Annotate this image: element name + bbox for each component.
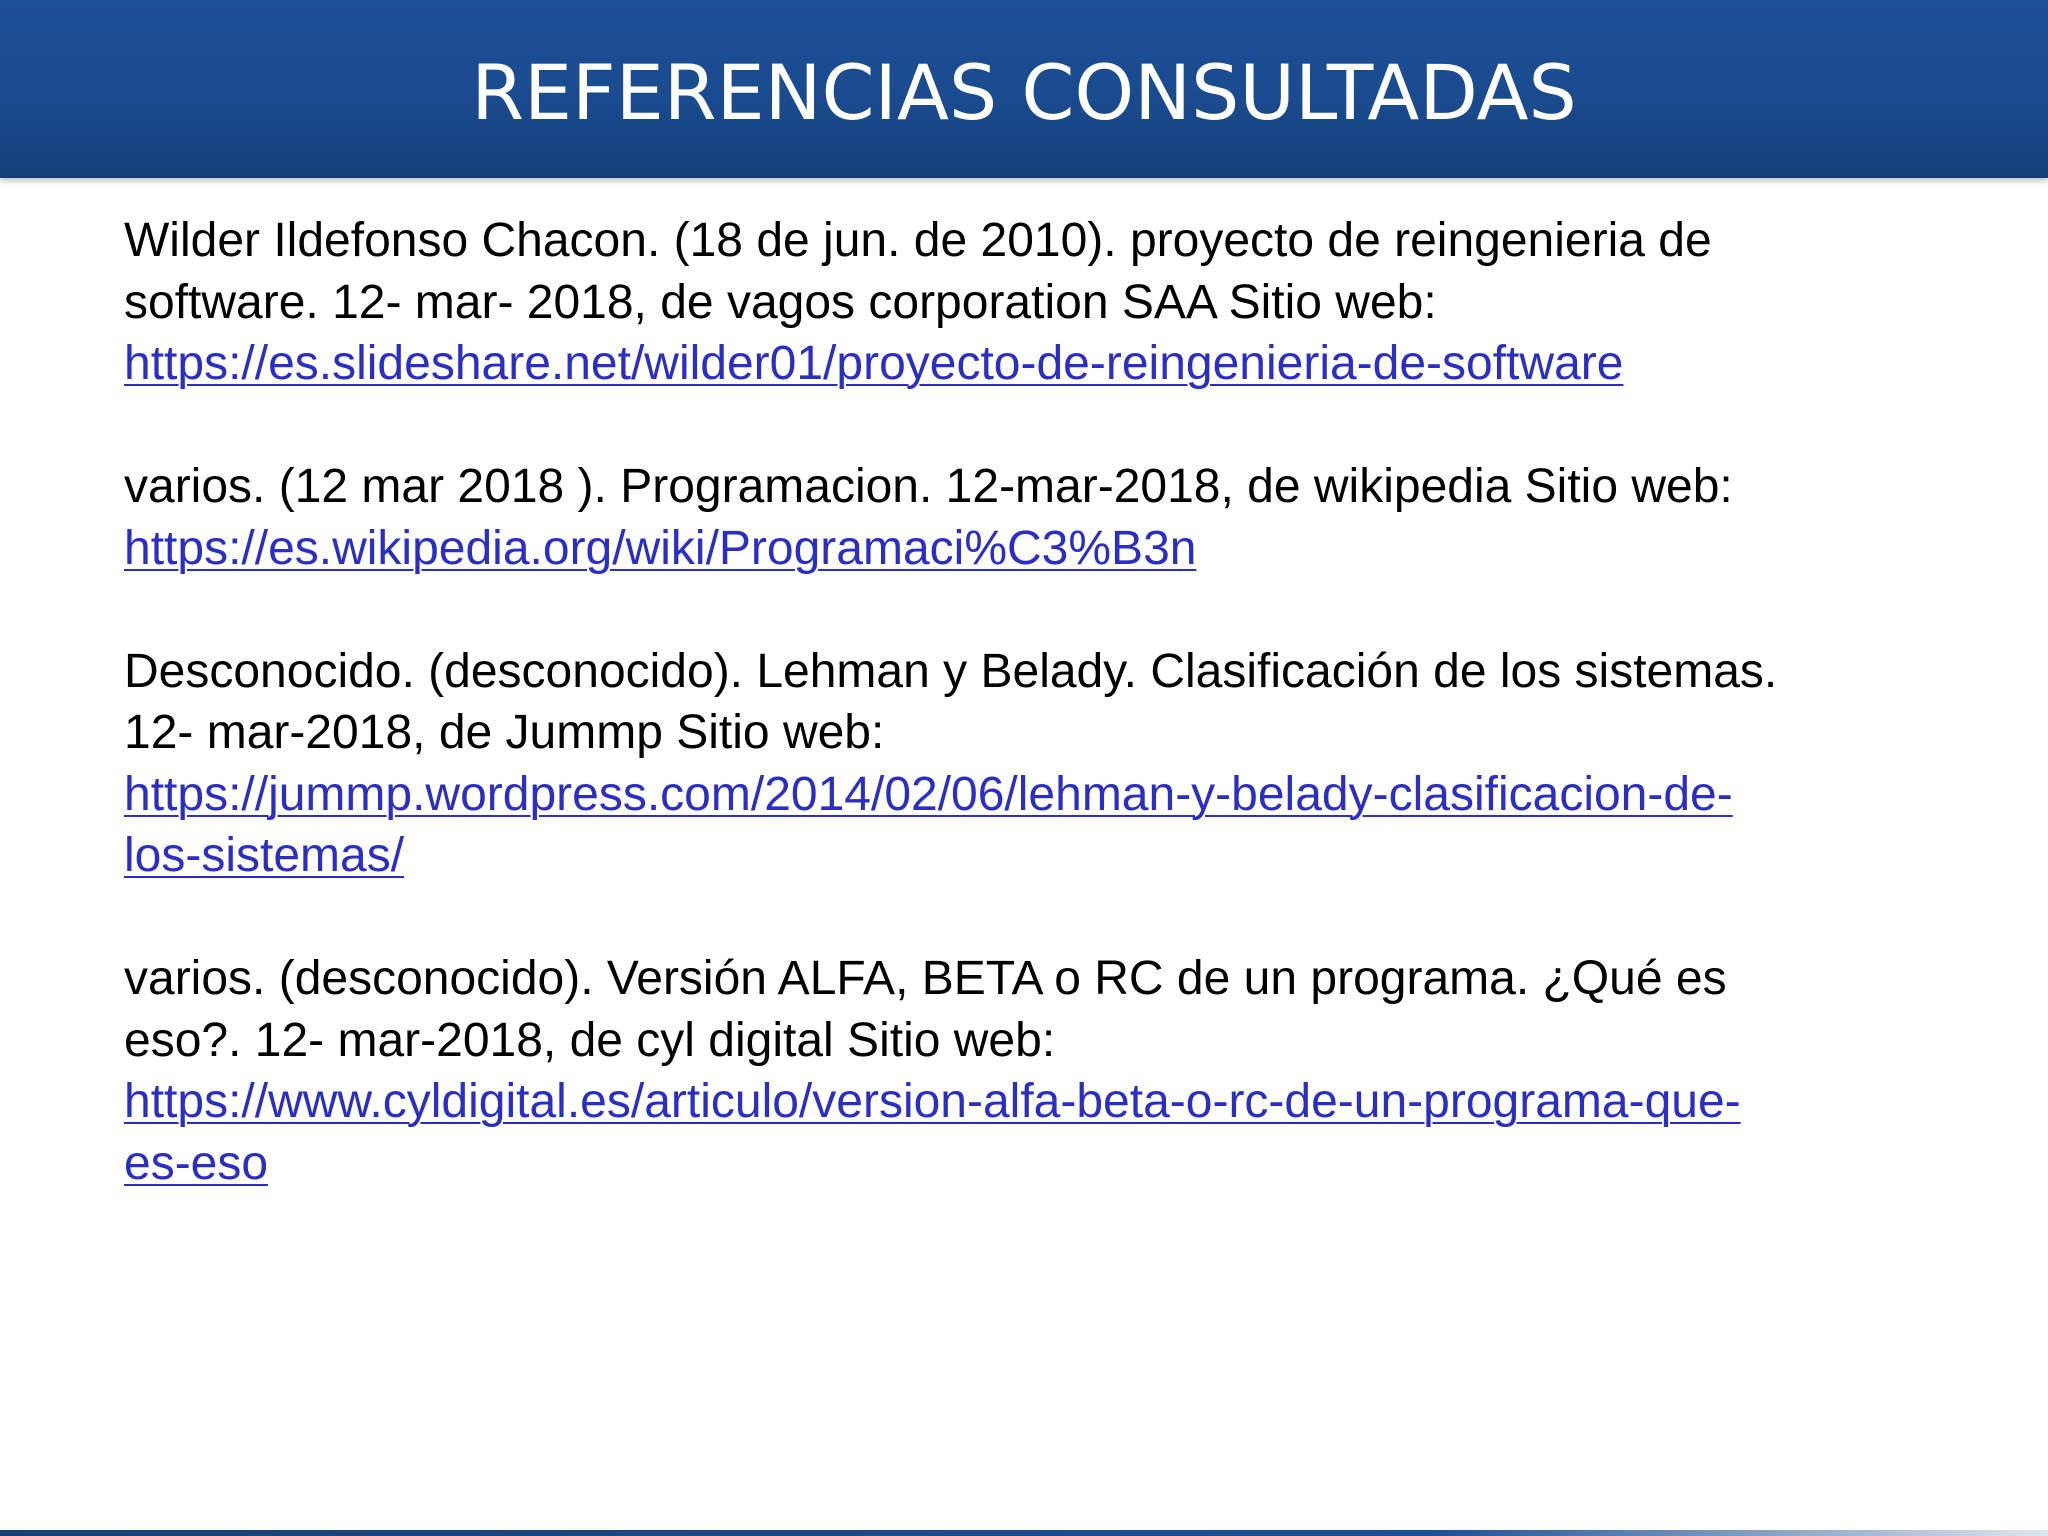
reference-text-line: varios. (desconocido). Versión ALFA, BETA o RC de un programa. ¿Qué es bbox=[124, 952, 1727, 1005]
slide-title: REFERENCIAS CONSULTADAS bbox=[471, 48, 1577, 137]
references-list bbox=[124, 210, 1904, 1256]
bottom-accent-bar bbox=[0, 1530, 2048, 1536]
reference-text-line: Desconocido. (desconocido). Lehman y Belady. Clasificación de los sistemas. bbox=[124, 644, 1778, 698]
reference-link[interactable]: https://es.wikipedia.org/wiki/Programaci%C3%B3n bbox=[124, 521, 1197, 575]
reference-link-continuation[interactable]: es-eso bbox=[124, 1136, 269, 1190]
reference-item bbox=[124, 641, 1904, 887]
reference-link[interactable]: https://www.cyldigital.es/articulo/version-alfa-beta-o-rc-de-un-programa-que- bbox=[124, 1075, 1741, 1128]
reference-link[interactable]: https://jummp.wordpress.com/2014/02/06/lehman-y-belady-clasificacion-de- bbox=[124, 767, 1733, 821]
reference-text-line: 12- mar-2018, de Jummp Sitio web: bbox=[124, 706, 885, 759]
reference-text-line: software. 12- mar- 2018, de vagos corporation SAA Sitio web: bbox=[124, 275, 1437, 329]
reference-text-line: eso?. 12- mar-2018, de cyl digital Sitio web: bbox=[124, 1013, 1056, 1067]
reference-link-continuation[interactable]: los-sistemas/ bbox=[124, 829, 405, 882]
reference-link[interactable]: https://es.slideshare.net/wilder01/proyecto-de-reingenieria-de-software bbox=[124, 337, 1624, 390]
reference-item bbox=[124, 948, 1904, 1194]
reference-text-line: varios. (12 mar 2018 ). Programacion. 12-mar-2018, de wikipedia Sitio web: bbox=[124, 460, 1733, 513]
reference-item bbox=[124, 210, 1904, 395]
reference-item bbox=[124, 456, 1904, 579]
reference-text-line: Wilder Ildefonso Chacon. (18 de jun. de 2010). proyecto de reingenieria de bbox=[124, 214, 1712, 267]
